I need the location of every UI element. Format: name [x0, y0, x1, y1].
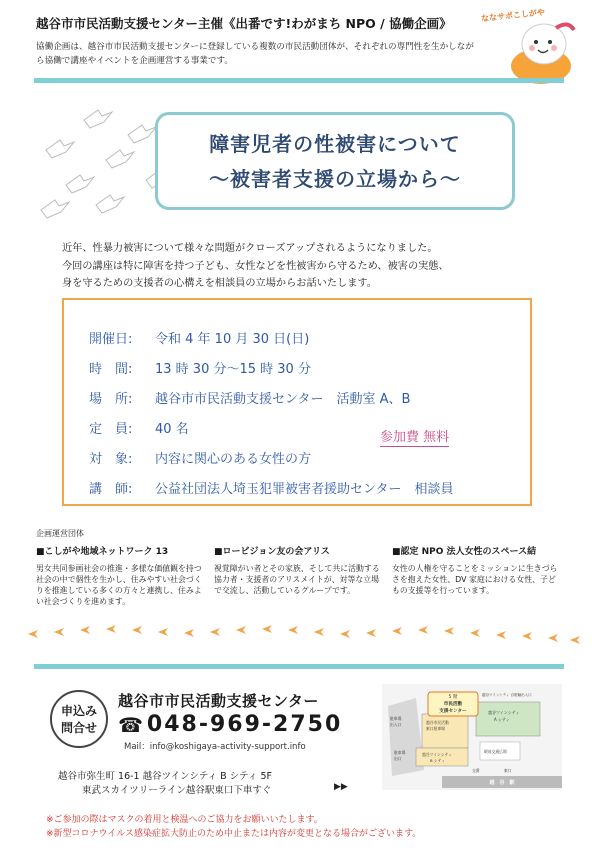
organizer-name: ■こしがや地域ネットワーク 13 [36, 547, 169, 557]
address-line: 東武スカイツリーライン越谷駅東口下車すぐ [82, 785, 272, 796]
organizer-name: ■ロービジョン友の会アリス [214, 547, 330, 557]
map-label: B シティ [430, 758, 445, 763]
map-label: 越谷ツインシティ 自駐輪出入口 [482, 693, 532, 697]
map-label: 出口 [394, 756, 402, 761]
map-label: 駐車場 [390, 716, 402, 721]
contact-badge-line: 問合せ [60, 721, 97, 735]
header-divider [34, 78, 564, 83]
detail-row-lecturer [89, 475, 530, 505]
organizer-description: 女性の人権を守ることをミッションに生きづらさを抱えた女性、DV 家庭における女性、子どもの支援等を行っています。 [392, 564, 558, 595]
mascot-tag: ななサポこしがや [480, 7, 546, 24]
map-label: 越谷ツインシティ [422, 752, 452, 757]
detail-row-date [89, 325, 530, 355]
detail-value: 40 名 [155, 422, 189, 437]
mascot-logo [486, 8, 586, 88]
detail-row-place [89, 385, 530, 415]
map-floor: 5 階 [448, 695, 458, 700]
note-line: ※ご参加の際はマスクの着用と検温へのご協力をお願いいたします。 [46, 815, 323, 825]
detail-value: 越谷市市民活動支援センター 活動室 A、B [155, 392, 411, 407]
map-center-line: 市民活動 [443, 702, 463, 707]
detail-value: 公益社団法人埼玉犯罪被害者援助センター 相談員 [155, 482, 454, 497]
intro-text [62, 240, 562, 293]
event-details-box [62, 298, 532, 506]
footer-divider [34, 664, 564, 669]
arrow-right-icon: ▶▶ [334, 782, 348, 792]
phone-row [118, 712, 342, 737]
map-label: 東口駐車場 [426, 726, 445, 731]
detail-row-time [89, 355, 530, 385]
map-label: 越谷ツインシティ [488, 710, 520, 715]
detail-label: 時 間: [89, 362, 133, 377]
note-line: ※新型コロナウイルス感染症拡大防止のため中止または内容が変更となる場合がございます。 [46, 829, 422, 839]
arrows-decoration [24, 620, 582, 650]
phone-icon: ☎ [118, 712, 143, 737]
map-label: 越谷市民活動 [426, 720, 449, 725]
detail-value: 13 時 30 分〜15 時 30 分 [155, 362, 311, 377]
fee-label: 参加費 無料 [380, 430, 450, 445]
event-subtitle: 〜被害者支援の立場から〜 [209, 167, 461, 191]
contact-badge [50, 690, 108, 748]
map-label: A シティ [494, 717, 510, 722]
map-label: 東口 [504, 768, 512, 773]
organizer-description: 男女共同参画社会の推進・多様な価値観を持つ社会の中で個性を生かし、住みやすい社会づくりを推進している多くの方々と連携し、住みよい社会づくりを進めます。 [36, 564, 202, 606]
organizer-item [214, 544, 384, 596]
detail-row-target [89, 445, 530, 475]
phone-number[interactable]: 048-969-2750 [146, 712, 343, 737]
map-label: 出入口 [390, 722, 402, 727]
organizer-description: 視覚障がい者とその家族、そして共に活動する協力者・支援者のアリスメイトが、対等な立場で交流し、活動しているグループです。 [214, 564, 380, 595]
organizer-name: ■認定 NPO 法人女性のスペース結 [392, 547, 537, 557]
center-name: 越谷市市民活動支援センター [118, 692, 319, 710]
detail-value: 内容に関心のある女性の方 [155, 452, 312, 467]
detail-label: 対 象: [89, 452, 133, 467]
address-line: 越谷市弥生町 16-1 越谷ツインシティ B シティ 5F [58, 771, 272, 782]
map-center-line: 支援センター [439, 709, 467, 714]
organizers-heading: 企画運営団体 [36, 529, 84, 538]
detail-label: 定 員: [89, 422, 133, 437]
mail-address[interactable]: Mail：info@koshigaya-activity-support.info [124, 742, 306, 752]
detail-label: 講 師: [89, 482, 133, 497]
map-label: 駐車場 [394, 750, 406, 755]
intro-line: 身を守るための支援者の心構えを相談員の立場からお話いたします。 [62, 278, 377, 289]
detail-row-capacity [89, 415, 530, 445]
map-station: 越 谷 駅 [489, 780, 515, 786]
detail-value: 令和 4 年 10 月 30 日(日) [155, 332, 310, 347]
organizer-item [392, 544, 562, 596]
detail-label: 場 所: [89, 392, 133, 407]
access-map [382, 684, 562, 790]
map-label: 交番 [472, 768, 480, 773]
header-title: 越谷市市民活動支援センター主催《出番です!わがまち NPO / 協働企画》 [36, 16, 452, 31]
contact-badge-line: 申込み [60, 704, 97, 718]
map-label: 駅前交通広場 [484, 749, 507, 754]
header-description: 協働企画は、越谷市市民活動支援センターに登録している複数の市民活動団体が、それぞれの専門性を生かしながら協働で講座やイベントを企画運営する事業です。 [36, 42, 474, 66]
intro-line: 今回の講座は特に障害を持つ子ども、女性などを性被害から守るため、被害の実態、 [62, 260, 449, 272]
event-title-box [155, 112, 515, 210]
organizer-item [36, 544, 206, 607]
event-title: 障害児者の性被害について [209, 132, 461, 156]
detail-label: 開催日: [89, 332, 133, 347]
intro-line: 近年、性暴力被害について様々な問題がクローズアップされるようになりました。 [62, 243, 438, 254]
